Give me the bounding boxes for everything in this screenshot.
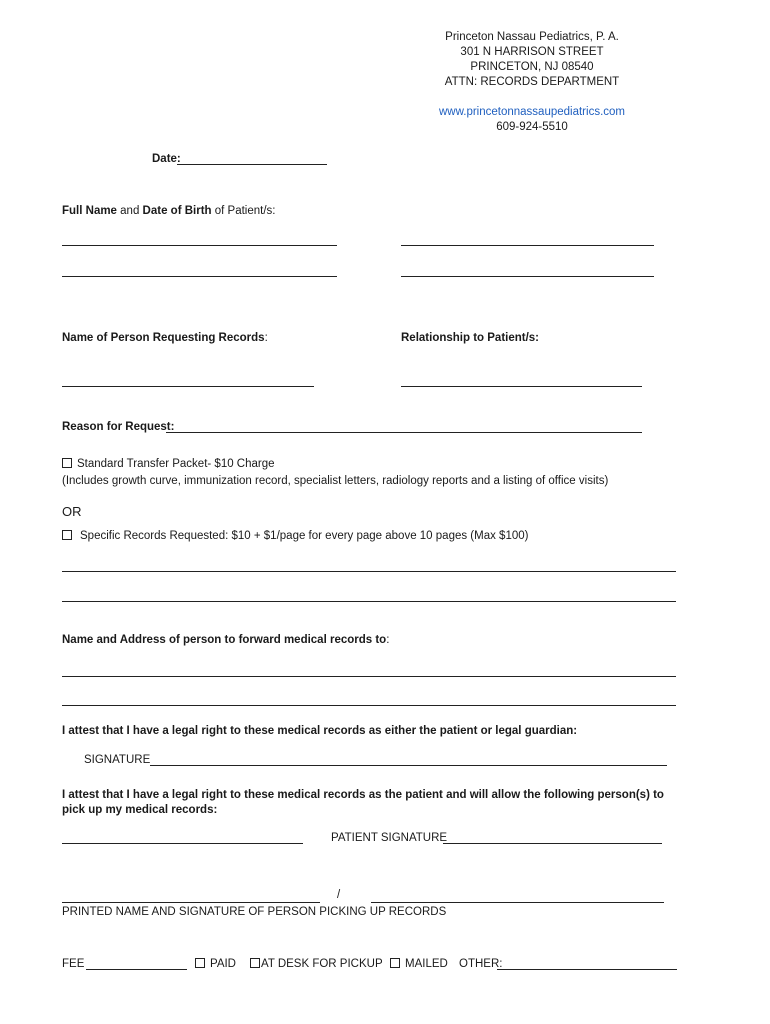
patient-name-field-2[interactable] xyxy=(62,276,337,277)
requester-name-label: Name of Person Requesting Records: xyxy=(62,332,268,344)
specific-records-label: Specific Records Requested: $10 + $1/page for every page above 10 pages (Max $100) xyxy=(80,530,529,542)
date-label: Date: xyxy=(152,153,181,165)
relationship-label: Relationship to Patient/s: xyxy=(401,332,540,344)
attest-patient-text: I attest that I have a legal right to these medical records as the patient and will allow the following person(s) to pick up my medical records: xyxy=(62,789,664,816)
desk-pickup-option[interactable] xyxy=(250,958,383,970)
mailed-option[interactable] xyxy=(390,958,448,970)
other-label: OTHER: xyxy=(459,958,503,970)
paid-label: PAID xyxy=(210,958,236,970)
standard-transfer-note: (Includes growth curve, immunization record, specialist letters, radiology reports and a listing of office visits) xyxy=(62,475,609,487)
specific-records-field-1[interactable] xyxy=(62,571,676,572)
fee-label: FEE xyxy=(62,958,85,970)
practice-website-link[interactable]: www.princetonnassaupediatrics.com xyxy=(438,106,625,118)
forward-label: Name and Address of person to forward medical records to: xyxy=(62,634,390,646)
requester-name-field[interactable] xyxy=(62,386,314,387)
other-field[interactable] xyxy=(497,969,677,970)
patient-signature-label: PATIENT SIGNATURE xyxy=(331,832,448,844)
practice-street: 301 N HARRISON STREET xyxy=(460,46,604,58)
patient-dob-field-2[interactable] xyxy=(401,276,654,277)
attest-guardian-text: I attest that I have a legal right to these medical records as either the patient or legal guardian: xyxy=(62,725,578,737)
forward-field-1[interactable] xyxy=(62,676,676,677)
fee-field[interactable] xyxy=(86,969,187,970)
signature-field[interactable] xyxy=(150,765,667,766)
patient-name-field-1[interactable] xyxy=(62,245,337,246)
practice-attn: ATTN: RECORDS DEPARTMENT xyxy=(444,76,620,88)
specific-records-field-2[interactable] xyxy=(62,601,676,602)
pickup-label: PRINTED NAME AND SIGNATURE OF PERSON PICKING UP RECORDS xyxy=(62,906,447,918)
mailed-checkbox[interactable] xyxy=(390,958,400,968)
desk-pickup-label: AT DESK FOR PICKUP xyxy=(261,958,383,970)
relationship-field[interactable] xyxy=(401,386,642,387)
mailed-label: MAILED xyxy=(405,958,448,970)
desk-pickup-checkbox[interactable] xyxy=(250,958,260,968)
authorized-person-field[interactable] xyxy=(62,843,303,844)
pickup-printed-name-field[interactable] xyxy=(62,902,320,903)
reason-field[interactable] xyxy=(166,432,642,433)
pickup-slash: / xyxy=(337,889,341,901)
standard-transfer-label: Standard Transfer Packet- $10 Charge xyxy=(77,458,275,470)
standard-transfer-checkbox[interactable] xyxy=(62,458,72,468)
standard-transfer-option[interactable] xyxy=(62,458,275,470)
or-divider-text: OR xyxy=(62,504,82,519)
date-field[interactable] xyxy=(177,164,327,165)
paid-checkbox[interactable] xyxy=(195,958,205,968)
reason-label: Reason for Request: xyxy=(62,421,175,433)
practice-city: PRINCETON, NJ 08540 xyxy=(470,61,594,73)
practice-phone: 609-924-5510 xyxy=(496,121,568,133)
specific-records-checkbox[interactable] xyxy=(62,530,72,540)
practice-name: Princeton Nassau Pediatrics, P. A. xyxy=(445,31,619,43)
practice-header xyxy=(400,30,664,135)
patient-signature-field[interactable] xyxy=(443,843,662,844)
signature-label: SIGNATURE xyxy=(84,754,151,766)
forward-field-2[interactable] xyxy=(62,705,676,706)
specific-records-option[interactable] xyxy=(62,530,528,542)
pickup-signature-field[interactable] xyxy=(371,902,664,903)
paid-option[interactable] xyxy=(195,958,236,970)
patient-dob-field-1[interactable] xyxy=(401,245,654,246)
patients-label: Full Name and Date of Birth of Patient/s: xyxy=(62,205,276,217)
